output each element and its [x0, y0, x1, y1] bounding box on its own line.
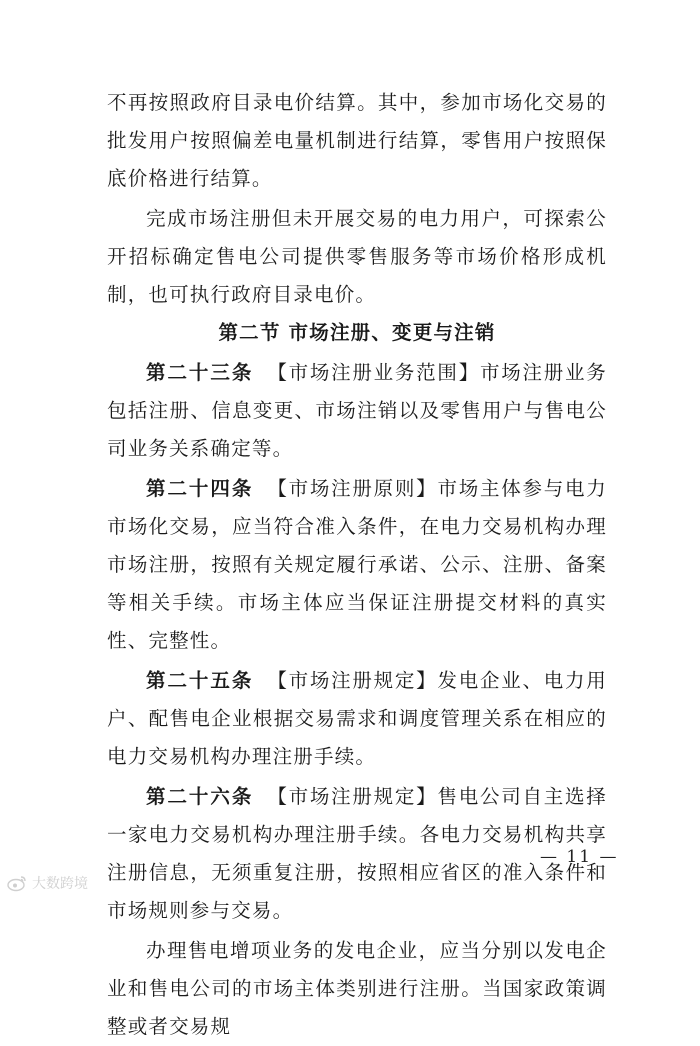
article-body: 发电企业、电力用户、配售电企业根据交易需求和调度管理关系在相应的电力交易机构办理注册手续。 [107, 669, 607, 768]
paragraph-settlement: 不再按照政府目录电价结算。其中，参加市场化交易的批发用户按照偏差电量机制进行结算，零售用户按照保底价格进行结算。 [107, 91, 607, 190]
article-23 [107, 354, 607, 468]
weibo-logo-icon [6, 874, 28, 892]
article-title: 【市场注册规定】 [267, 669, 438, 692]
article-number: 第二十五条 [146, 669, 254, 692]
article-body: 市场注册业务包括注册、信息变更、市场注销以及零售用户与售电公司业务关系确定等。 [107, 361, 607, 460]
article-title: 【市场注册原则】 [267, 477, 438, 500]
page-number: — 11 — [540, 847, 619, 867]
article-number: 第二十四条 [146, 477, 254, 500]
article-number: 第二十三条 [146, 361, 254, 384]
paragraph-generator-retail: 办理售电增项业务的发电企业，应当分别以发电企业和售电公司的市场主体类别进行注册。当国家政策调整或者交易规 [107, 939, 607, 1038]
document-body [107, 84, 607, 1046]
article-26 [107, 778, 607, 930]
article-24 [107, 470, 607, 660]
article-body: 售电公司自主选择一家电力交易机构办理注册手续。各电力交易机构共享注册信息，无须重复注册，按照相应省区的准入条件和市场规则参与交易。 [107, 785, 607, 922]
watermark-text: 大数跨境 [32, 876, 88, 892]
article-25 [107, 662, 607, 776]
watermark [6, 873, 88, 893]
article-title: 【市场注册业务范围】 [267, 361, 480, 384]
section-heading: 第二节 市场注册、变更与注销 [218, 321, 496, 344]
article-number: 第二十六条 [146, 785, 254, 808]
article-title: 【市场注册规定】 [267, 785, 438, 808]
paragraph-unregistered-users: 完成市场注册但未开展交易的电力用户，可探索公开招标确定售电公司提供零售服务等市场价格形成机制，也可执行政府目录电价。 [107, 207, 607, 306]
article-body: 市场主体参与电力市场化交易，应当符合准入条件，在电力交易机构办理市场注册，按照有关规定履行承诺、公示、注册、备案等相关手续。市场主体应当保证注册提交材料的真实性、完整性。 [107, 477, 607, 652]
